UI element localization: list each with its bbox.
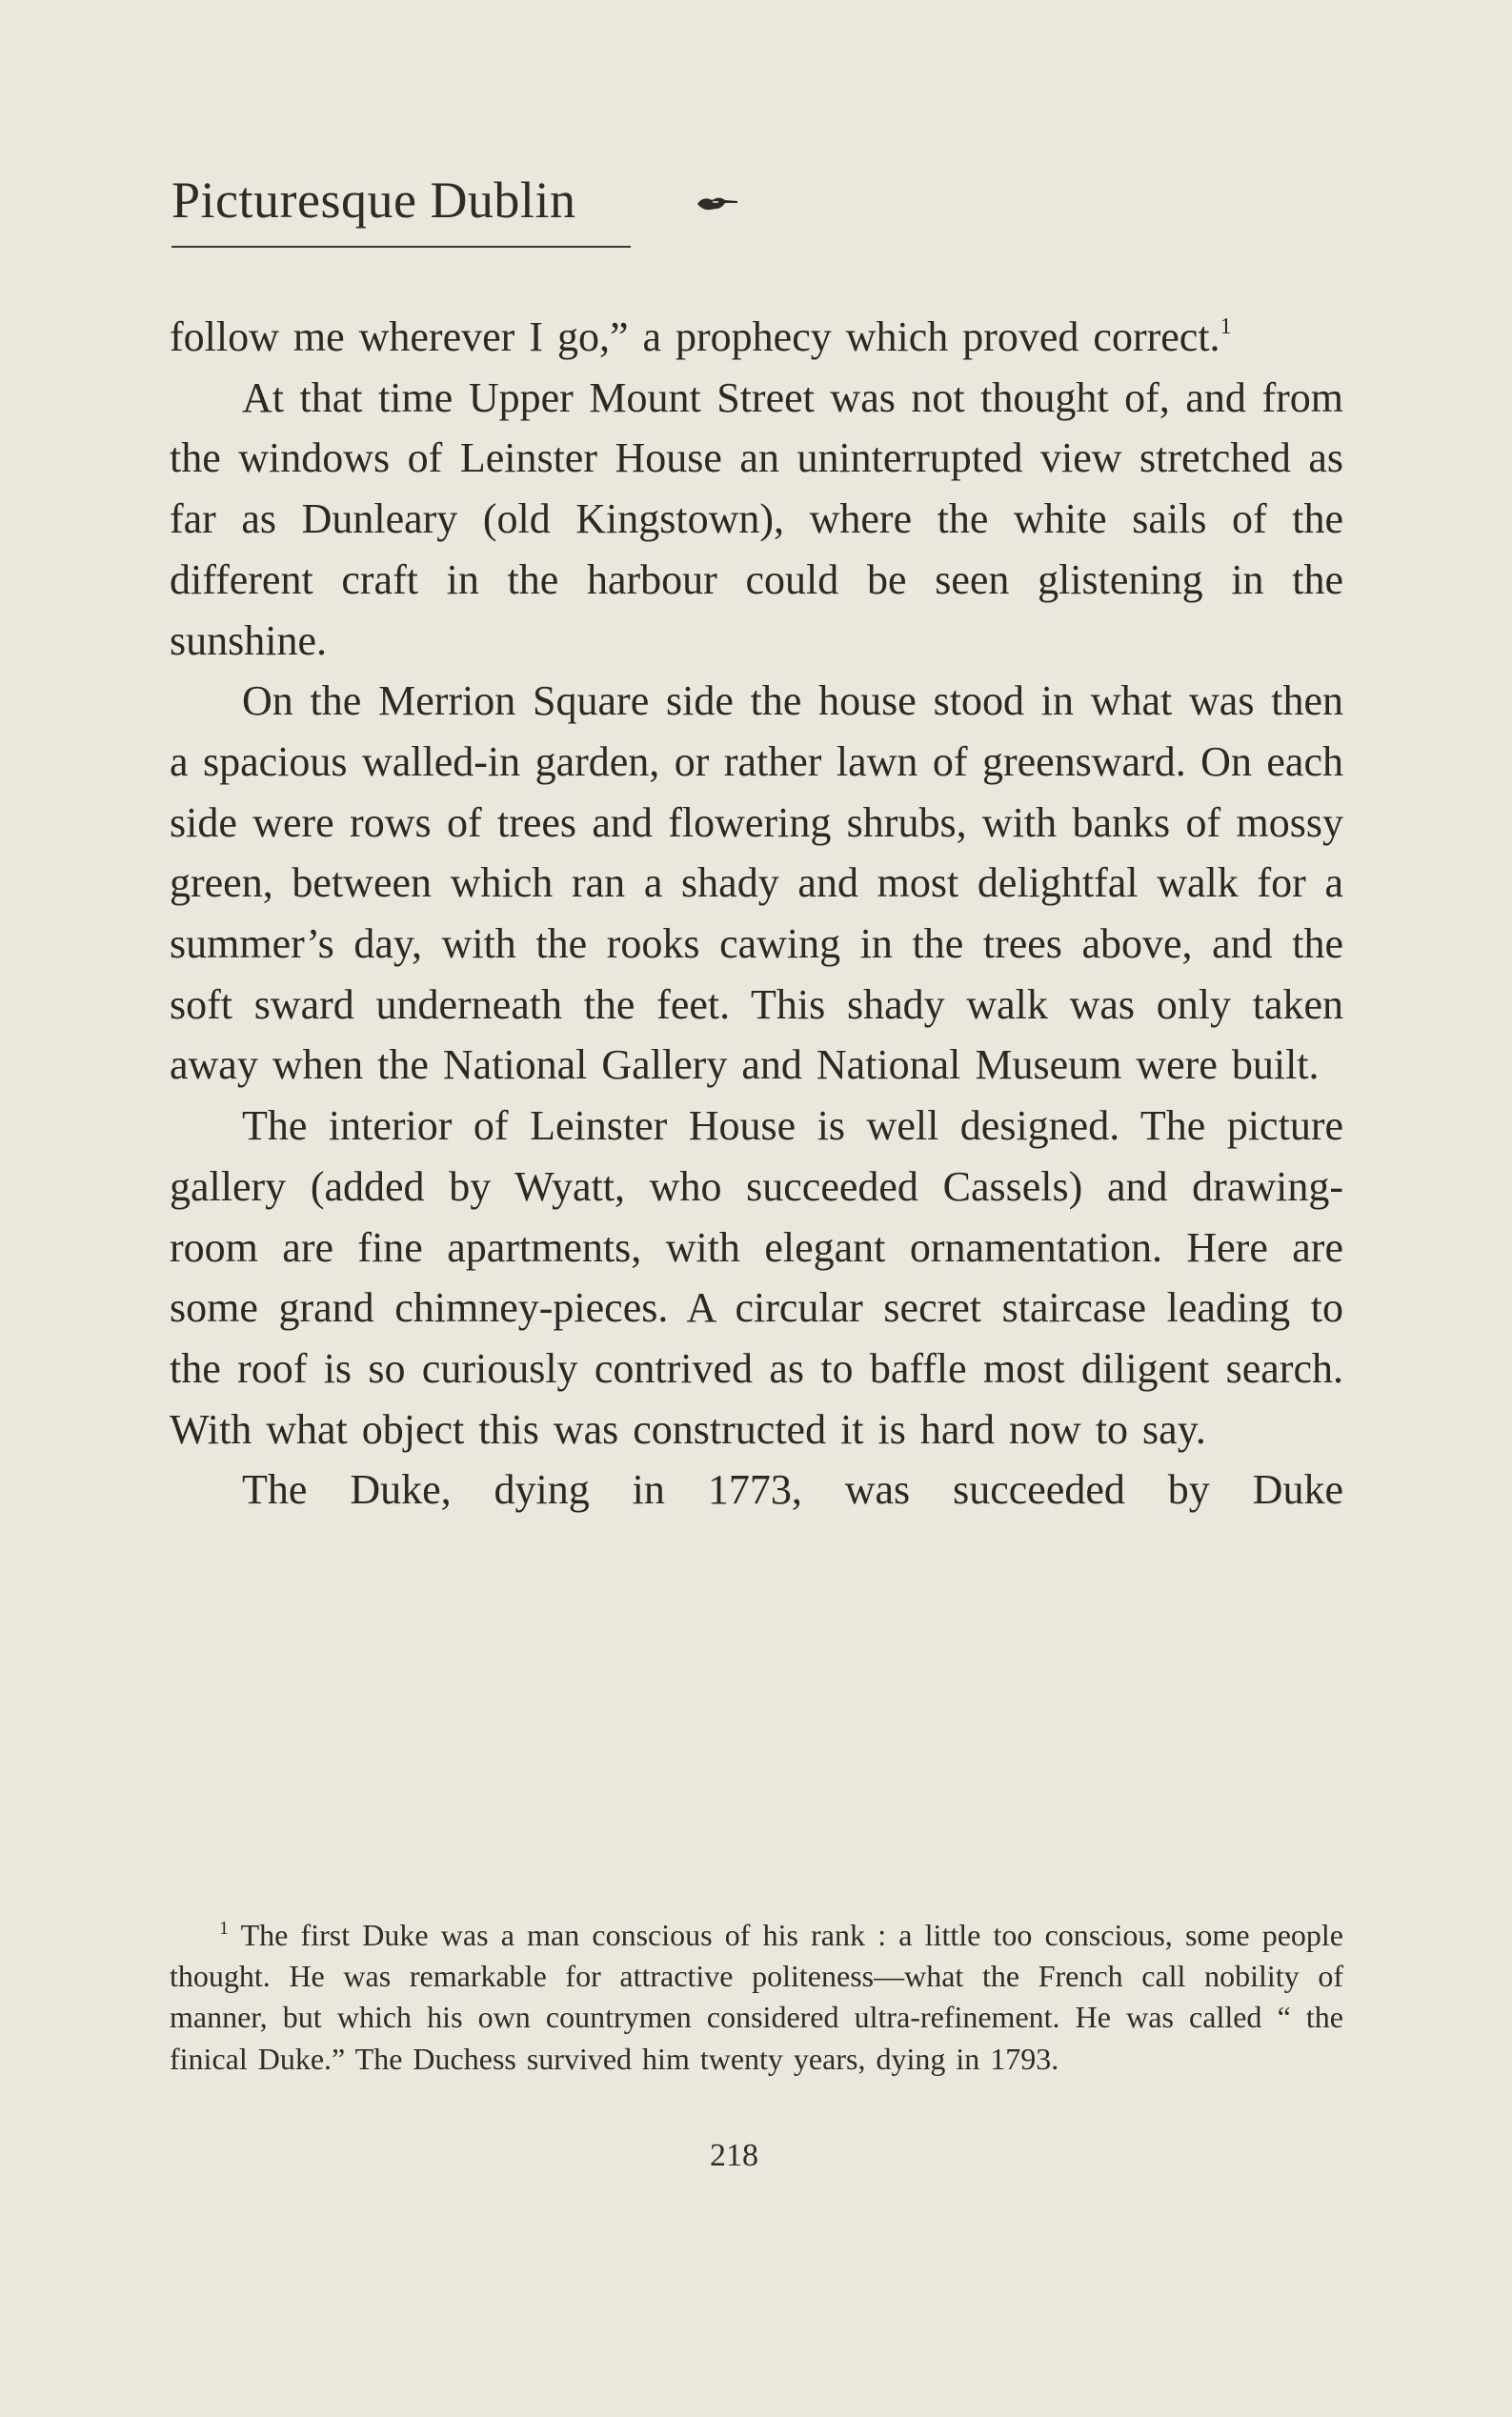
page-number: 218 xyxy=(710,2138,758,2173)
footnote xyxy=(170,1915,1343,2080)
footnote-marker: 1 xyxy=(219,1918,229,1939)
paragraph-5: The Duke, dying in 1773, was succeeded by Duke xyxy=(242,1466,1343,1514)
paragraph-1-text: follow me wherever I go,” a prophecy which proved correct. xyxy=(170,313,1220,360)
header-rule xyxy=(171,246,631,248)
running-title: Picturesque Dublin xyxy=(171,171,576,229)
footnote-paragraph xyxy=(170,1915,1343,2080)
paragraph-2: At that time Upper Mount Street was not thought of, and from the windows of Leinster House an uninterrupted view stretched as far as Dunleary (old Kingstown), where the white sails of the different craft in the harbour could be seen glistening in the sunshine. xyxy=(170,373,1343,664)
running-header xyxy=(171,171,743,251)
footnote-text: The first Duke was a man conscious of his rank : a little too conscious, some people thought. He was remarkable for attractive politeness—what the French call nobility of manner, but which his own countrymen considered ultra-refinement. He was called “ the finical Duke.” The Duchess survived him twenty years, dying in 1793. xyxy=(170,1918,1344,2076)
paragraph-1 xyxy=(170,307,1343,368)
paragraph-3: On the Merrion Square side the house stood in what was then a spacious walled-in garden, or rather lawn of greensward. On each side were rows of trees and flowering shrubs, with banks of mossy green, between which ran a shady and most delightfal walk for a summer’s day, with the rooks cawing in the trees above, and the soft sward underneath the feet. This shady walk was only taken away when the National Gallery and National Museum were built. xyxy=(170,677,1343,1089)
main-text xyxy=(170,307,1343,1521)
footnote-reference: 1 xyxy=(1220,314,1232,339)
pointing-hand-icon xyxy=(694,190,741,218)
paragraph-4: The interior of Leinster House is well designed. The picture gallery (added by Wyatt, who succeeded Cassels) and drawing-room are fine apartments, with elegant ornamentation. Here are some grand chimney-pieces. A circular secret staircase leading to the roof is so curiously contrived as to baffle most diligent search. With what object this was constructed it is hard now to say. xyxy=(170,1102,1343,1453)
